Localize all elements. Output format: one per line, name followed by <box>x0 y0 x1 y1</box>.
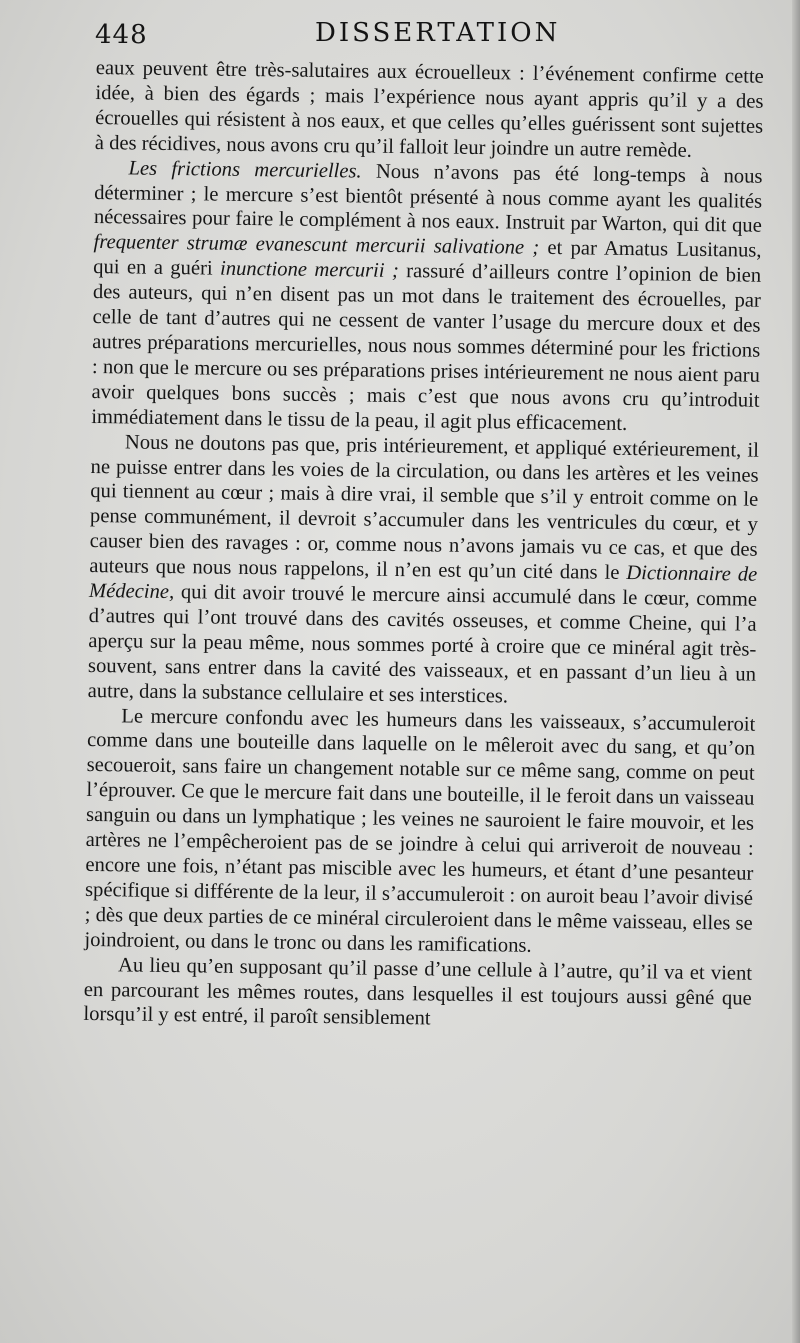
text-run: qui dit avoir trouvé le mercure ainsi accumulé dans le cœur, comme d’autres qui l’ont trouvé dans des cavités osseuses, et comme Cheine, qui l’a aperçu sur la peau même, nous sommes porté à croire que ce minéral agit très-souvent, sans entrer dans la cavité des vaisseaux, et en passant d’un lieu à un autre, dans la substance cellulaire et ses interstices. <box>87 581 758 708</box>
text-run: Au lieu qu’en supposant qu’il passe d’une cellule à l’autre, qu’il va et vient en parcourant les mêmes routes, dans lesquelles il est toujours aussi gêné que lorsqu’il y est entré, il paroît sensiblement <box>83 953 753 1030</box>
text-run: Nous n’avons pas été long-temps à nous déterminer ; le mercure s’est bientôt présenté à nous comme ayant les qualités nécessaires pour faire le complément à nos eaux. Instruit par Warton, qui dit que <box>93 160 763 238</box>
italic-run: frequenter strumæ evanescunt mercurii salivatione ; <box>93 231 540 260</box>
page-header <box>95 14 765 54</box>
body-text <box>83 56 764 1036</box>
italic-run: Dictionnaire de Médecine, <box>88 562 758 604</box>
paragraph <box>83 953 752 1036</box>
italic-run: inunctione mercurii ; <box>219 257 399 283</box>
page-edge-shadow <box>792 0 800 1343</box>
italic-run: Les frictions mercurielles. <box>128 157 362 183</box>
text-run: rassuré d’ailleurs contre l’opinion de bien des auteurs, qui n’en disent pas un mot dans le traitement des écrouelles, par celle de tant d’autres qui ne cessent de vanter l’usage du mercure doux et des autres préparations mercurielles, nous nous sommes déterminé pour les frictions : non que le mercure ou ses préparations prises intérieurement ne nous aient paru avoir quelques bons succès ; mais c’est que nous avons cru qu’introduit immédiatement dans le tissu de la peau, il agit plus efficacement. <box>91 260 762 435</box>
text-run: Nous ne doutons pas que, pris intérieurement, et appliqué extérieurement, il ne puisse entrer dans les voies de la circulation, ou dans les artères et les veines qui tiennent au cœur ; mais à dire vrai, il semble que s’il y entroit comme on le pense communément, il devroit s’accumuler dans les ventricules du cœur, et y causer bien des ravages : or, comme nous n’avons jamais vu ce cas, et que des auteurs que nous nous rappelons, il n’en est qu’un cité dans le <box>89 431 760 585</box>
page-number: 448 <box>95 20 148 50</box>
paragraph <box>84 704 755 962</box>
paragraph <box>88 430 760 713</box>
paragraph <box>91 156 763 439</box>
running-title: DISSERTATION <box>315 18 561 48</box>
text-run: et par Amatus Lusitanus, qui en a guéri <box>93 237 762 280</box>
text-run: eaux peuvent être très-salutaires aux écrouelleux : l’événement confirme cette idée, à bien des égards ; mais l’expérience nous ayant appris qu’il y a des écrouelles qui résistent à nos eaux, et que celles qu’elles guérissent sont sujettes à des récidives, nous avons cru qu’il falloit leur joindre un autre remède. <box>94 56 764 162</box>
paragraph <box>95 56 764 164</box>
text-run: Le mercure confondu avec les humeurs dans les vaisseaux, s’accumuleroit comme dans une bouteille dans laquelle on le mêleroit avec du sang, et qu’on secoueroit, sans faire un changement notable sur ce même sang, comme on peut l’éprouver. Ce que le mercure fait dans une bouteille, il le feroit dans un vaisseau sanguin ou dans un lymphatique ; les veines ne sauroient le faire mouvoir, et les artères ne l’empêcheroient pas de se joindre à celui qui arriveroit de nouveau : encore une fois, n’étant pas miscible avec les humeurs, et étant d’une pesanteur spécifique si différente de la leur, il s’accumuleroit : on auroit beau l’avoir divisé ; dès que deux parties de ce minéral circuleroient dans le même vaisseau, elles se joindroient, ou dans le tronc ou dans les ramifications. <box>84 704 756 957</box>
